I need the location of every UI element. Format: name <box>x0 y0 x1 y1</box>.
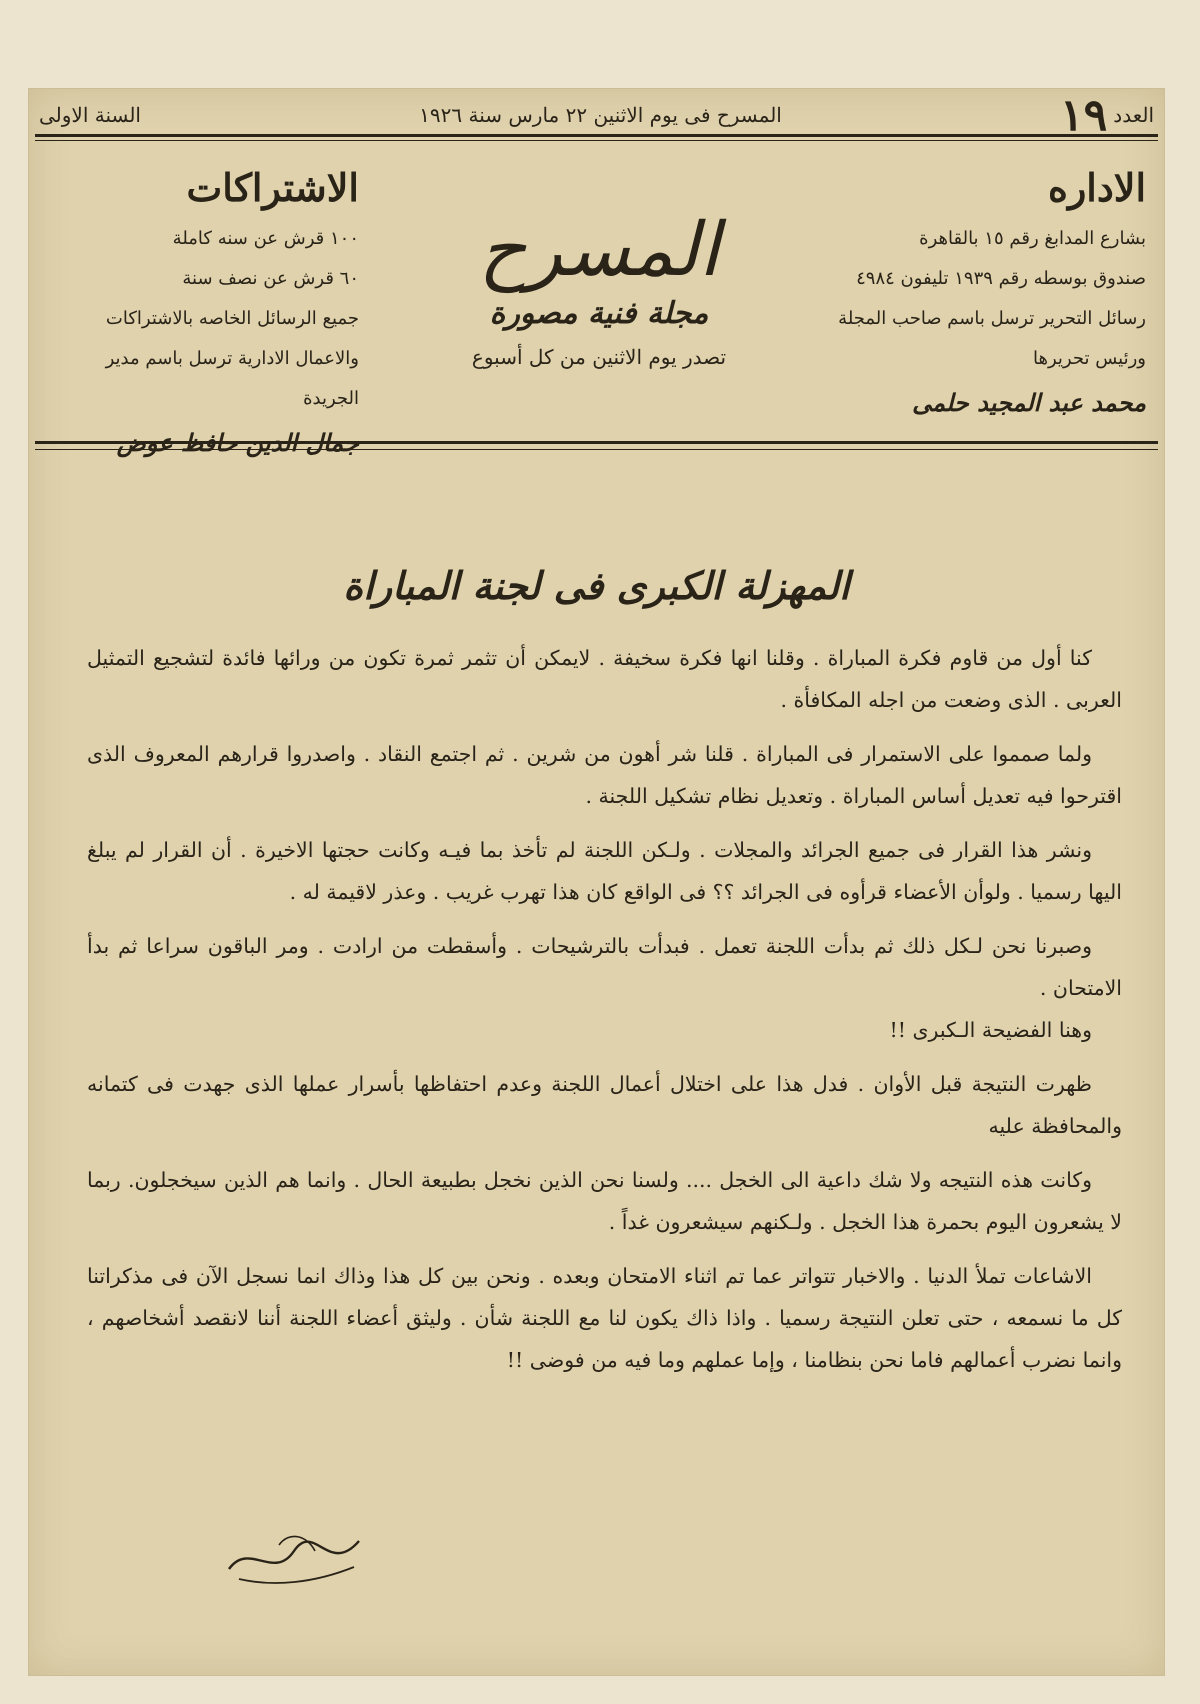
year-label: السنة الاولى <box>39 103 141 127</box>
masthead-rule <box>35 441 1158 444</box>
masthead-center <box>409 207 789 369</box>
masthead-rule-thin <box>35 449 1158 450</box>
masthead <box>29 147 1164 567</box>
article-paragraph: وهنا الفضيحة الـكبرى !! <box>889 1018 1092 1042</box>
admin-signature: محمد عبد المجيد حلمى <box>912 388 1146 417</box>
article-paragraph: ونشر هذا القرار فى جميع الجرائد والمجلات . ولـكن اللجنة لم تأخذ بما فيـه وكانت حجتها الاخيرة . أن القرار لم يبلغ اليها رسميا . ولوأن الأعضاء قرأوه فى الجرائد ؟؟ فى الواقع كان هذا تهرب غريب . وعذر لاقيمة له . <box>87 838 1122 904</box>
article-paragraph: ولما صمموا على الاستمرار فى المباراة . قلنا شر أهون من شرين . ثم اجتمع النقاد . واصدروا قرارهم المعروف الذى اقترحوا فيه تعديل أساس المباراة . وتعديل نظام تشكيل اللجنة . <box>87 742 1122 808</box>
sub-price-half: ٦٠ قرش عن نصف سنة <box>182 268 359 289</box>
administration-column <box>826 157 1146 423</box>
issue-label: العدد <box>1113 103 1154 127</box>
admin-editorial-note: رسائل التحرير ترسل باسم صاحب المجلة <box>838 308 1146 329</box>
sub-note-1: جميع الرسائل الخاصه بالاشتراكات <box>105 308 359 329</box>
sub-note-2: والاعمال الادارية ترسل باسم مدير الجريدة <box>105 348 359 409</box>
masthead-subtitle: مجلة فنية مصورة <box>489 296 709 331</box>
article-paragraph: وكانت هذه النتيجه ولا شك داعية الى الخجل .... ولسنا نحن الذين نخجل بطبيعة الحال . وانما هم الذين سيخجلون. ربما لا يشعرون اليوم بحمرة هذا الخجل . ولـكنهم سيشعرون غداً . <box>87 1168 1122 1234</box>
issue-number: ١٩ <box>1060 89 1108 141</box>
newspaper-page <box>28 88 1165 1676</box>
article-body <box>87 637 1122 1393</box>
article-headline: المهزلة الكبرى فى لجنة المباراة <box>343 563 850 608</box>
masthead-issued: تصدر يوم الاثنين من كل أسبوع <box>471 345 727 369</box>
article-paragraph: الاشاعات تملأ الدنيا . والاخبار تتواتر عما تم اثناء الامتحان وبعده . ونحن بين كل هذا وذاك انما نسجل الآن فى مذكراتنا كل ما نسمعه ، حتى تعلن النتيجة رسميا . واذا ذاك يكون لنا مع اللجنة شأن . وليثق أعضاء اللجنة أننا لانقصد أشخاصهم ، وانما نضرب أعمالهم فاما نحن بنظامنا ، وإما عملهم وما فيه من فوضى !! <box>87 1264 1122 1372</box>
admin-editor-note: ورئيس تحريرها <box>1033 348 1146 369</box>
sub-signature: جمال الدين حافظ عوض <box>116 428 359 457</box>
top-rule <box>35 134 1158 137</box>
subscriptions-column <box>59 157 359 463</box>
administration-heading: الاداره <box>1048 165 1146 210</box>
admin-po-box: صندوق بوسطه رقم ١٩٣٩ تليفون ٤٩٨٤ <box>856 268 1146 289</box>
date-line: المسرح فى يوم الاثنين ٢٢ مارس سنة ١٩٢٦ <box>419 103 782 127</box>
article-paragraph: كنا أول من قاوم فكرة المباراة . وقلنا انها فكرة سخيفة . لايمكن أن تثمر ثمرة تكون من ورائها فائدة لتشجيع التمثيل العربى . الذى وضعت من اجله المكافأة . <box>87 646 1122 712</box>
article-paragraph: وصبرنا نحن لـكل ذلك ثم بدأت اللجنة تعمل . فبدأت بالترشيحات . وأسقطت من ارادت . ومر الباقون سراعا ثم بدأ الامتحان . <box>87 934 1122 1000</box>
sub-price-year: ١٠٠ قرش عن سنه كاملة <box>172 228 359 249</box>
top-rule-thin <box>35 140 1158 141</box>
article-paragraph: ظهرت النتيجة قبل الأوان . فدل هذا على اختلال أعمال اللجنة وعدم احتفاظها بأسرار عملها الذى جهدت فى كتمانه والمحافظة عليه <box>87 1072 1122 1138</box>
masthead-logo: المسرح <box>478 207 720 293</box>
issue-block <box>1060 90 1154 141</box>
admin-address: بشارع المدابغ رقم ١٥ بالقاهرة <box>919 228 1146 249</box>
author-signature-mark <box>219 1521 369 1591</box>
subscriptions-heading: الاشتراكات <box>186 165 359 210</box>
